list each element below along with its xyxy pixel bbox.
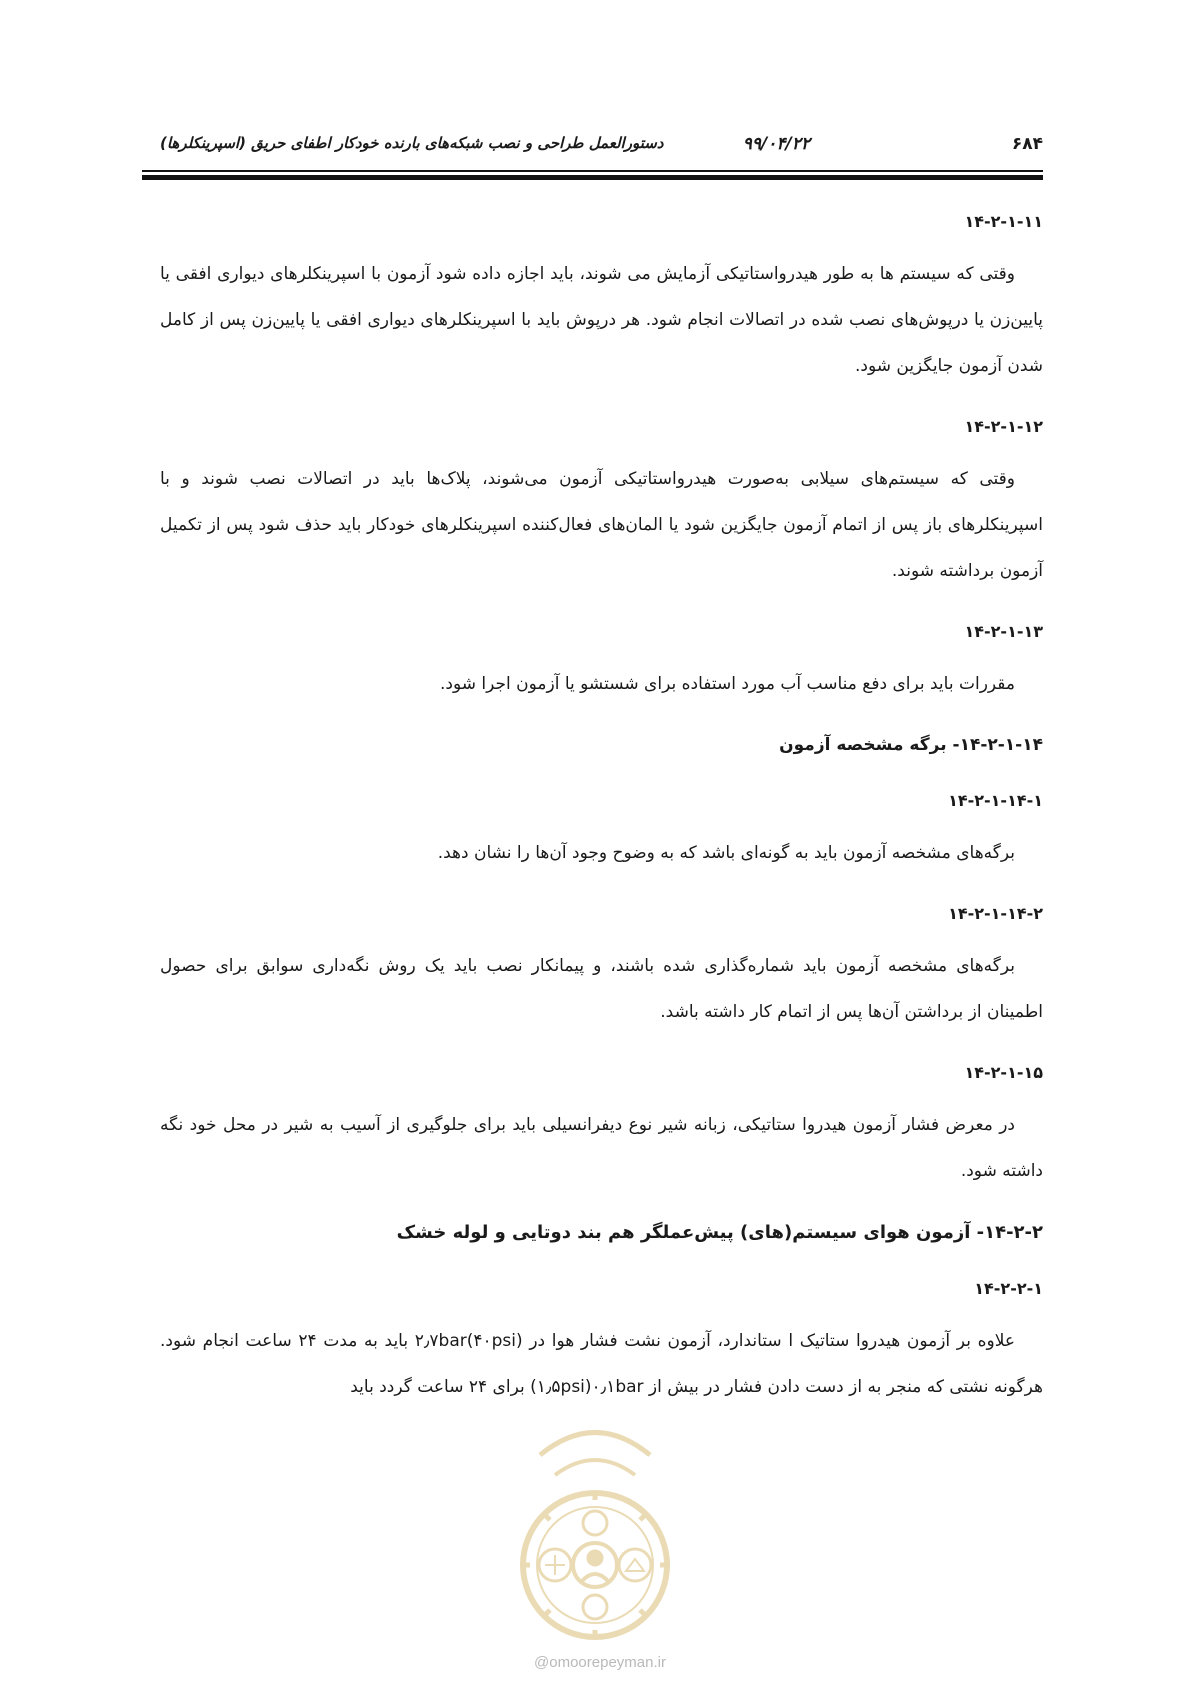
watermark-url: @omoorepeyman.ir [534, 1654, 666, 1671]
header-rule-thin [142, 170, 1043, 172]
clause-number: ۱۴-۲-۱-۱۵ [964, 1063, 1043, 1082]
watermark-emblem-icon [500, 1415, 690, 1665]
clause-number: ۱۴-۲-۱-۱۳ [964, 622, 1043, 641]
clause-paragraph: وقتی که سیستم‌های سیلابی به‌صورت هیدرواستاتیکی آزمون می‌شوند، پلاک‌ها باید در اتصالات نصب شوند و با اسپرینکلرهای باز پس از اتمام آزمون جایگزین شود یا المان‌های فعال‌کننده اسپرینکلرهای خودکار باید حذف شود پس از تکمیل آزمون برداشته شوند. [160, 469, 1043, 581]
clause-number: ۱۴-۲-۱-۱۱ [964, 212, 1043, 231]
clause-number: ۱۴-۲-۱-۱۴-۱ [948, 791, 1043, 810]
subsection-heading: ۱۴-۲-۱-۱۴- برگه مشخصه آزمون [779, 735, 1043, 755]
clause-paragraph: برگه‌های مشخصه آزمون باید شماره‌گذاری شده باشند، و پیمانکار نصب باید یک روش نگه‌داری سوابق برای حصول اطمینان از برداشتن آن‌ها پس از اتمام کار داشته باشد. [160, 956, 1043, 1022]
major-section-heading: ۱۴-۲-۲- آزمون هوای سیستم(های) پیش‌عملگر هم بند دوتایی و لوله خشک [396, 1222, 1043, 1243]
clause-number: ۱۴-۲-۱-۱۴-۲ [948, 904, 1043, 923]
clause-paragraph: علاوه بر آزمون هیدروا ستاتیک ا ستاندارد، آزمون نشت فشار هوا در ۲٫۷bar(۴۰psi) باید به مدت ۲۴ ساعت انجام شود. هرگونه نشتی که منجر به از دست دادن فشار در بیش از ۰٫۱bar(۱٫۵psi) برای ۲۴ ساعت گردد باید [160, 1331, 1043, 1397]
page-number: ۶۸۴ [1011, 134, 1043, 154]
clause-paragraph: در معرض فشار آزمون هیدروا ستاتیکی، زبانه شیر نوع دیفرانسیلی باید برای جلوگیری از آسیب به شیر در محل خود نگه داشته شود. [160, 1115, 1043, 1181]
document-body [160, 212, 1043, 1410]
document-title: دستورالعمل طراحی و نصب شبکه‌های بارنده خودکار اطفای حریق (اسپرینکلرها) [160, 134, 664, 152]
clause-paragraph: وقتی که سیستم ها به طور هیدرواستاتیکی آزمایش می شوند، باید اجازه داده شود آزمون با اسپرینکلرهای دیواری افقی یا پایین‌زن یا درپوش‌های نصب شده در اتصالات انجام شود. هر درپوش باید با اسپرینکلرهای دیواری افقی یا پایین‌زن پس از کامل شدن آزمون جایگزین شود. [160, 264, 1043, 376]
clause-number: ۱۴-۲-۱-۱۲ [964, 417, 1043, 436]
clause-paragraph: مقررات باید برای دفع مناسب آب مورد استفاده برای شستشو یا آزمون اجرا شود. [439, 674, 1015, 694]
clause-number: ۱۴-۲-۲-۱ [974, 1279, 1043, 1298]
revision-date: ۹۹/۰۴/۲۲ [742, 134, 810, 154]
header-rule-thick [142, 175, 1043, 180]
running-header [160, 128, 1043, 160]
clause-paragraph: برگه‌های مشخصه آزمون باید به گونه‌ای باشد که به وضوح وجود آن‌ها را نشان دهد. [437, 843, 1015, 863]
